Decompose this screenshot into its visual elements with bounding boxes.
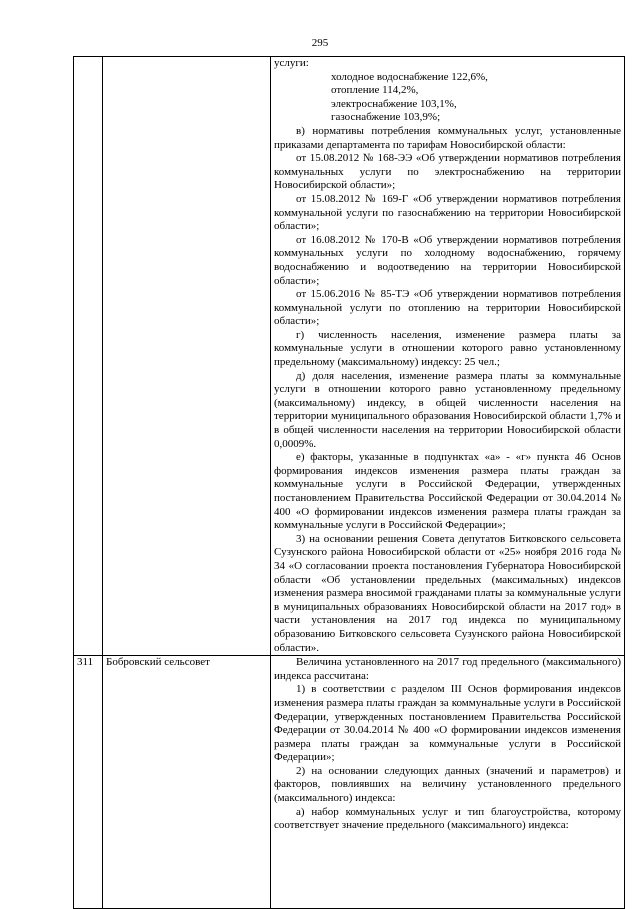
table-body <box>74 57 625 909</box>
paragraph: от 16.08.2012 № 170-В «Об утверждении нормативов потребления коммунальных услуги по холодному водоснабжению, горячему водоснабжению и водоотведению на территории Новосибирской области»; <box>274 233 621 287</box>
paragraph: Величина установленного на 2017 год предельного (максимального) индекса рассчитана: <box>274 656 621 682</box>
paragraph: 1) в соответствии с разделом III Основ формирования индексов изменения размера платы граждан за коммунальные услуги в Российской Федерации, утвержденных постановлением Правительства Российской Федерации от 30.04.2014 № 400 «О формировании индексов изменения размера платы граждан за коммунальные услуги в Российской Федерации»; <box>274 683 621 764</box>
paragraph: е) факторы, указанные в подпунктах «а» - «г» пункта 46 Основ формирования индексов изменения размера платы граждан за коммунальные услуги в Российской Федерации, утвержденных постановлением Правительства Российской Федерации от 30.04.2014 № 400 «О формировании индексов изменения размера платы граждан за коммунальные услуги в Российской Федерации»; <box>274 451 621 532</box>
row-number-cell <box>74 57 103 656</box>
paragraph: а) набор коммунальных услуг и тип благоустройства, которому соответствует значение предельного (максимального) индекса: <box>274 805 621 832</box>
justification-cell <box>271 656 625 909</box>
row-number-cell: 311 <box>74 656 103 909</box>
paragraph: в) нормативы потребления коммунальных услуг, установленные приказами департамента по тарифам Новосибирской области: <box>274 124 621 151</box>
table-row <box>74 57 625 656</box>
paragraph: отопление 114,2%, <box>331 84 419 97</box>
justification-cell <box>271 57 625 656</box>
paragraph: 3) на основании решения Совета депутатов Битковского сельсовета Сузунского района Новосибирской области от «25» ноября 2016 года № 34 «О согласовании проекта постановления Губернатора Новосибирской области «Об установлении предельных (максимальных) индексов изменения размера вносимой гражданами платы за коммунальные услуги в муниципальных образованиях Новосибирской области на 2017 год» в части установления на 2017 год индекса по муниципальному образованию Битковского сельсовета Сузунского района Новосибирской области». <box>274 532 621 654</box>
municipality-name-cell: Бобровский сельсовет <box>103 656 271 909</box>
page-number: 295 <box>311 37 329 49</box>
paragraph: д) доля населения, изменение размера платы за коммунальные услуги в отношении которого равно установленному предельному (максимальному) индексу, в общей численности населения на территории муниципального образования Новосибирской области 1,7% и в общей численности населения на территории Новосибирской области 0,0009%. <box>274 369 621 450</box>
table-row <box>74 656 625 909</box>
paragraph: холодное водоснабжение 122,6%, <box>331 70 488 83</box>
paragraph: от 15.08.2012 № 169-Г «Об утверждении нормативов потребления коммунальной услуги по газоснабжению на территории Новосибирской области»; <box>274 192 621 233</box>
municipality-name-cell <box>103 57 271 656</box>
paragraph: от 15.08.2012 № 168-ЭЭ «Об утверждении нормативов потребления коммунальных услуги по электроснабжению на территории Новосибирской области»; <box>274 152 621 192</box>
municipality-table <box>73 56 625 909</box>
paragraph: услуги: <box>274 57 309 69</box>
paragraph: от 15.06.2016 № 85-ТЭ «Об утверждении нормативов потребления коммунальной услуги по отоплению на территории Новосибирской области»; <box>274 288 621 328</box>
paragraph: 2) на основании следующих данных (значений и параметров) и факторов, повлиявших на величину установленного предельного (максимального) индекса: <box>274 764 621 805</box>
paragraph: г) численность населения, изменение размера платы за коммунальные услуги в отношении которого равно установленному предельному (максимальному) индексу: 25 чел.; <box>274 328 621 369</box>
paragraph: электроснабжение 103,1%, <box>331 97 457 110</box>
paragraph: газоснабжение 103,9%; <box>331 111 441 124</box>
